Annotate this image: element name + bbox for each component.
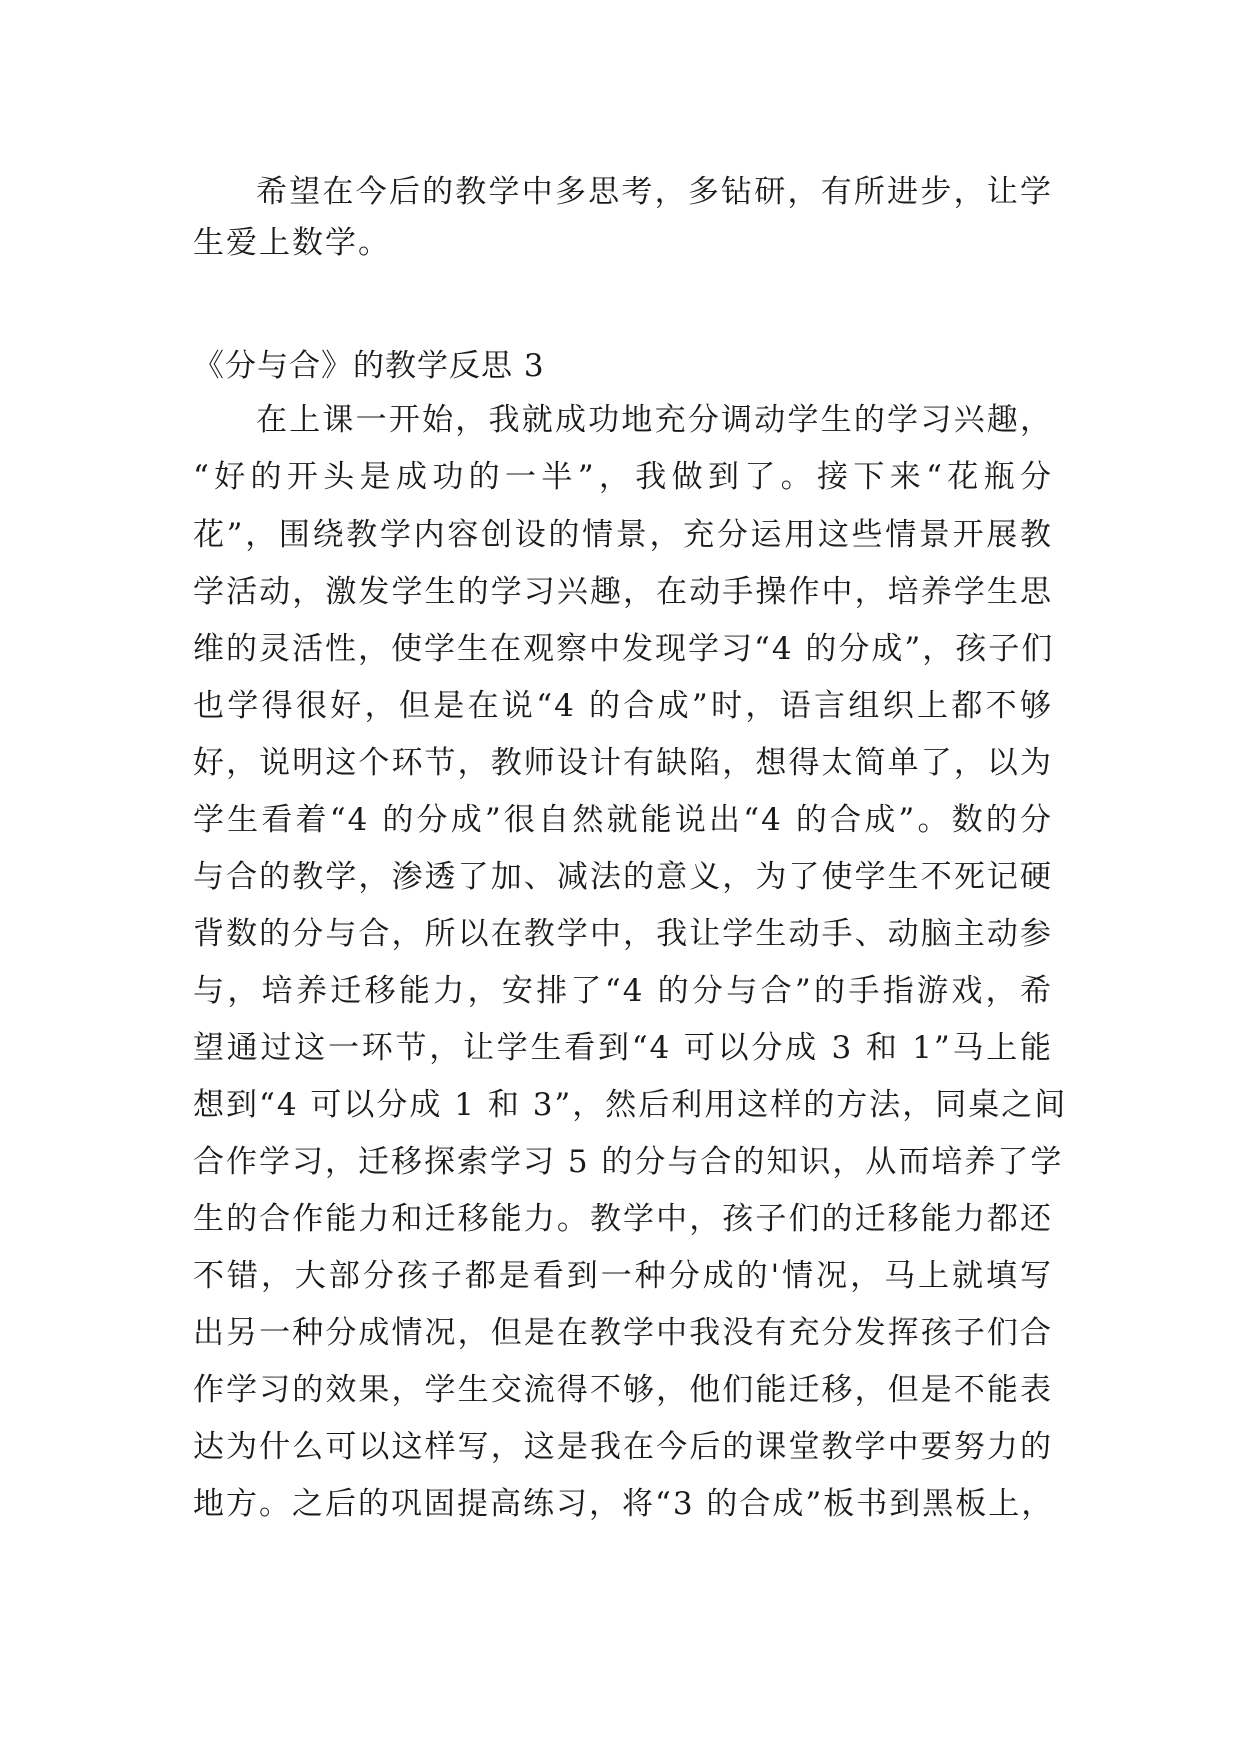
body-line-6: 也学得很好，但是在说“4 的合成”时，语言组织上都不够 [193, 688, 1053, 724]
body-line-14: 合作学习，迁移探索学习 5 的分与合的知识，从而培养了学 [193, 1144, 1064, 1180]
body-line-17: 出另一种分成情况，但是在教学中我没有充分发挥孩子们合 [193, 1315, 1053, 1351]
body-line-10: 背数的分与合，所以在教学中，我让学生动手、动脑主动参 [193, 916, 1053, 952]
body-line-5: 维的灵活性，使学生在观察中发现学习“4 的分成”，孩子们 [193, 631, 1055, 667]
body-line-16: 不错，大部分孩子都是看到一种分成的'情况，马上就填写 [193, 1258, 1053, 1294]
body-line-13: 想到“4 可以分成 1 和 3”，然后利用这样的方法，同桌之间 [193, 1087, 1068, 1123]
body-line-12: 望通过这一环节，让学生看到“4 可以分成 3 和 1”马上能 [193, 1030, 1053, 1066]
intro-line-1: 希望在今后的教学中多思考，多钻研，有所进步，让学 [256, 174, 1053, 210]
section-title: 《分与合》的教学反思 3 [193, 348, 545, 384]
body-line-4: 学活动，激发学生的学习兴趣，在动手操作中，培养学生思 [193, 574, 1053, 610]
body-line-18: 作学习的效果，学生交流得不够，他们能迁移，但是不能表 [193, 1372, 1053, 1408]
body-line-1: 在上课一开始，我就成功地充分调动学生的学习兴趣， [256, 402, 1053, 438]
body-line-11: 与，培养迁移能力，安排了“4 的分与合”的手指游戏，希 [193, 973, 1053, 1009]
body-line-9: 与合的教学，渗透了加、减法的意义，为了使学生不死记硬 [193, 859, 1053, 895]
body-line-19: 达为什么可以这样写，这是我在今后的课堂教学中要努力的 [193, 1429, 1053, 1465]
body-line-15: 生的合作能力和迁移能力。教学中，孩子们的迁移能力都还 [193, 1201, 1053, 1237]
body-line-20: 地方。之后的巩固提高练习，将“3 的合成”板书到黑板上， [193, 1486, 1055, 1522]
body-line-2: “好的开头是成功的一半”，我做到了。接下来“花瓶分 [193, 459, 1053, 495]
body-line-3: 花”，围绕教学内容创设的情景，充分运用这些情景开展教 [193, 517, 1053, 553]
intro-line-2: 生爱上数学。 [193, 225, 391, 261]
body-line-7: 好，说明这个环节，教师设计有缺陷，想得太简单了，以为 [193, 745, 1053, 781]
body-line-8: 学生看着“4 的分成”很自然就能说出“4 的合成”。数的分 [193, 802, 1053, 838]
